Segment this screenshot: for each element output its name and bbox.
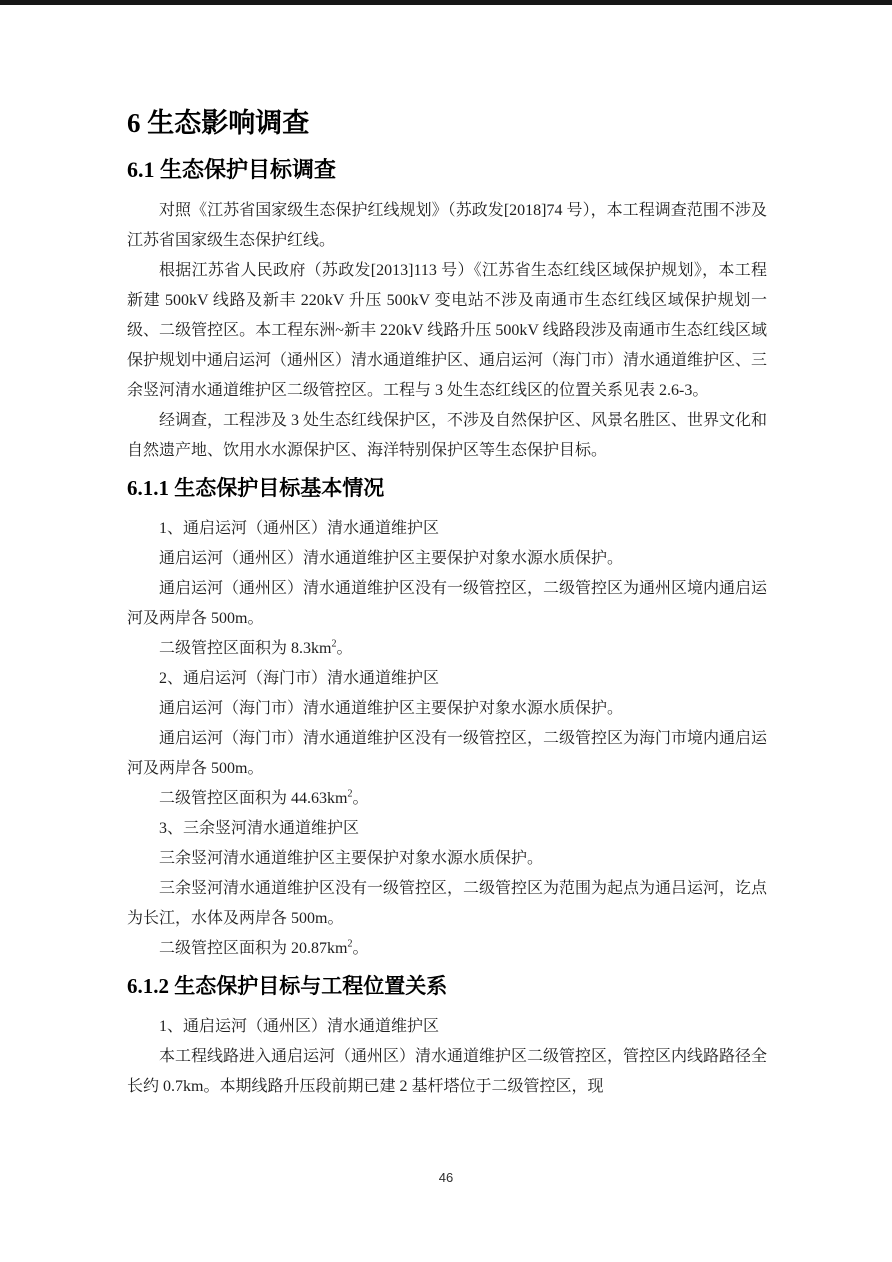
area-text: 二级管控区面积为 44.63km [159,790,348,807]
page-number: 46 [438,1170,454,1185]
area-period: 。 [352,940,369,957]
subsection-title-6-1-1: 6.1.1 生态保护目标基本情况 [127,476,385,500]
intro-paragraph-2: 根据江苏省人民政府（苏政发[2013]113 号）《江苏省生态红线区域保护规划》，本工程新建 500kV 线路及新丰 220kV 升压 500kV 变电站不涉及南通市生态红线区域保护规划一级、二级管控区。本工程东洲~新丰 220kV 线路升压 500kV 线路段涉及南通市生态红线区域保护规划中通启运河（通州区）清水通道维护区、通启运河（海门市）清水通道维护区、三余竖河清水通道维护区二级管控区。工程与 3 处生态红线区的位置关系见表 2.6-3。 [127,262,768,399]
intro-paragraph-1: 对照《江苏省国家级生态保护红线规划》（苏政发[2018]74 号），本工程调查范围不涉及江苏省国家级生态保护红线。 [127,202,767,249]
basics-item3-title: 3、三余竖河清水通道维护区 [159,820,360,837]
basics-item1-title: 1、通启运河（通州区）清水通道维护区 [159,520,440,537]
relation-item1-title: 1、通启运河（通州区）清水通道维护区 [159,1018,440,1035]
basics-item3-area [127,934,767,964]
superscript-2: 2 [331,638,337,650]
subsection-title-6-1-2: 6.1.2 生态保护目标与工程位置关系 [127,974,448,998]
basics-item1-paragraph-1: 通启运河（通州区）清水通道维护区主要保护对象水源水质保护。 [159,550,624,567]
basics-item2-title: 2、通启运河（海门市）清水通道维护区 [159,670,440,687]
basics-item2-paragraph-1: 通启运河（海门市）清水通道维护区主要保护对象水源水质保护。 [159,700,624,717]
area-period: 。 [336,640,353,657]
area-text: 二级管控区面积为 20.87km [159,940,348,957]
basics-item2-area [127,784,767,814]
superscript-2: 2 [347,788,353,800]
chapter-title: 6 生态影响调查 [127,108,310,138]
basics-item2-paragraph-2: 通启运河（海门市）清水通道维护区没有一级管控区，二级管控区为海门市境内通启运河及两岸各 500m。 [127,730,768,777]
basics-item3-paragraph-2: 三余竖河清水通道维护区没有一级管控区，二级管控区为范围为起点为通吕运河，讫点为长江，水体及两岸各 500m。 [127,880,768,927]
top-edge-bar [0,0,892,5]
basics-item1-paragraph-2: 通启运河（通州区）清水通道维护区没有一级管控区，二级管控区为通州区境内通启运河及两岸各 500m。 [127,580,768,627]
intro-paragraph-3: 经调查，工程涉及 3 处生态红线保护区，不涉及自然保护区、风景名胜区、世界文化和自然遗产地、饮用水水源保护区、海洋特别保护区等生态保护目标。 [127,412,768,459]
section-title-6-1: 6.1 生态保护目标调查 [127,157,337,182]
area-text: 二级管控区面积为 8.3km [159,640,332,657]
superscript-2: 2 [347,938,353,950]
document-content [127,106,767,1102]
basics-item3-paragraph-1: 三余竖河清水通道维护区主要保护对象水源水质保护。 [159,850,544,867]
area-period: 。 [352,790,369,807]
basics-item1-area [127,634,767,664]
relation-item1-paragraph-1: 本工程线路进入通启运河（通州区）清水通道维护区二级管控区，管控区内线路路径全长约 0.7km。本期线路升压段前期已建 2 基杆塔位于二级管控区，现 [127,1048,768,1095]
